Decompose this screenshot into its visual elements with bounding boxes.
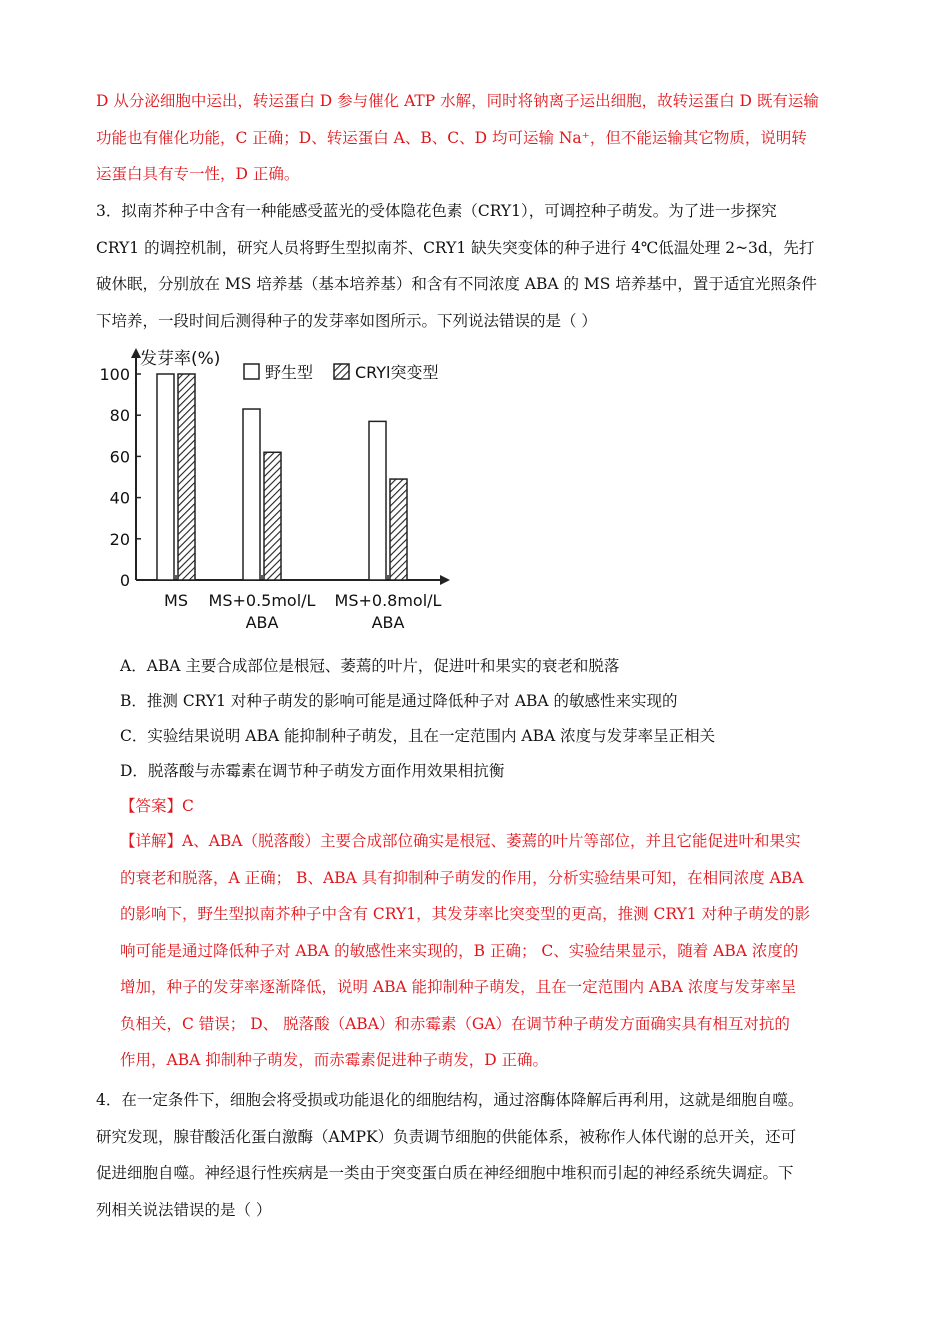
text-line: 列相关说法错误的是（ ）	[96, 1200, 272, 1219]
x-tick-label: MS+0.5mol/L	[208, 591, 316, 610]
bar-wildtype	[157, 374, 174, 580]
option-a[interactable]: A．ABA 主要合成部位是根冠、萎蔫的叶片，促进叶和果实的衰老和脱落	[120, 657, 620, 675]
x-tick-label: ABA	[371, 613, 405, 632]
y-tick-label: 80	[109, 406, 130, 426]
y-tick-label: 100	[99, 365, 130, 384]
bar-wildtype	[369, 421, 386, 580]
text-line: 促进细胞自噬。神经退行性疾病是一类由于突变蛋白质在神经细胞中堆积而引起的神经系统失调症。下	[96, 1164, 794, 1182]
x-tick-label: ABA	[245, 613, 279, 632]
germination-rate-chart	[96, 340, 466, 636]
y-axis-label: 发芽率(%)	[140, 349, 221, 369]
question-3-stem	[96, 193, 858, 339]
text-line: 下培养，一段时间后测得种子的发芽率如图所示。下列说法错误的是（ ）	[96, 311, 597, 330]
text-line: 的影响下，野生型拟南芥种子中含有 CRY1，其发芽率比突变型的更高，推测 CRY1 对种子萌发的影	[120, 905, 811, 923]
chart-legend	[244, 363, 439, 382]
legend-label-mutant: CRYl突变型	[355, 363, 439, 382]
text-line: 功能也有催化功能，C 正确；D、转运蛋白 A、B、C、D 均可运输 Na⁺，但不能运输其它物质，说明转	[96, 128, 807, 147]
x-tick-label: MS+0.8mol/L	[334, 591, 442, 610]
question-4-stem	[96, 1082, 858, 1228]
text-line: 作用，ABA 抑制种子萌发，而赤霉素促进种子萌发，D 正确。	[120, 1051, 549, 1069]
text-line: 增加，种子的发芽率逐渐降低，说明 ABA 能抑制种子萌发，且在一定范围内 ABA 浓度与发芽率呈	[120, 978, 797, 996]
legend-label-wildtype: 野生型	[265, 363, 314, 382]
text-line: 的衰老和脱落，A 正确； B、ABA 具有抑制种子萌发的作用，分析实验结果可知，在相同浓度 ABA	[120, 868, 804, 887]
text-line: 4．在一定条件下，细胞会将受损或功能退化的细胞结构，通过溶酶体降解后再利用，这就是细胞自噬。	[96, 1091, 804, 1109]
text-line: D 从分泌细胞中运出，转运蛋白 D 参与催化 ATP 水解，同时将钠离子运出细胞，故转运蛋白 D 既有运输	[96, 92, 819, 110]
option-d[interactable]: D．脱落酸与赤霉素在调节种子萌发方面作用效果相抗衡	[120, 762, 505, 780]
text-line: 负相关，C 错误； D、 脱落酸（ABA）和赤霉素（GA）在调节种子萌发方面确实具有相互对抗的	[120, 1014, 790, 1033]
bar-mutant	[264, 452, 281, 580]
option-c[interactable]: C．实验结果说明 ABA 能抑制种子萌发，且在一定范围内 ABA 浓度与发芽率呈正相关	[120, 727, 716, 745]
y-tick-label: 40	[109, 488, 130, 508]
legend-swatch-wildtype	[244, 364, 259, 379]
x-tick-label: MS	[164, 591, 188, 610]
x-axis-arrow	[440, 575, 450, 585]
text-line: 【详解】A、ABA（脱落酸）主要合成部位确实是根冠、萎蔫的叶片等部位，并且它能促进叶和果实	[120, 832, 801, 850]
text-line: 运蛋白具有专一性，D 正确。	[96, 165, 300, 183]
text-line: 响可能是通过降低种子对 ABA 的敏感性来实现的，B 正确； C、实验结果显示，随着 ABA 浓度的	[120, 941, 799, 960]
y-tick-label: 20	[109, 529, 130, 549]
bar-mutant	[178, 374, 195, 580]
text-line: 破休眠，分别放在 MS 培养基（基本培养基）和含有不同浓度 ABA 的 MS 培养基中，置于适宜光照条件	[96, 275, 817, 293]
previous-explanation	[96, 83, 858, 193]
legend-swatch-mutant	[334, 364, 349, 379]
answer-label: 【答案】C	[120, 797, 194, 815]
chart-bars	[157, 374, 407, 580]
text-line: CRY1 的调控机制，研究人员将野生型拟南芥、CRY1 缺失突变体的种子进行 4℃低温处理 2~3d，先打	[96, 238, 815, 257]
bar-wildtype	[243, 409, 260, 580]
y-tick-label: 0	[119, 571, 130, 590]
bar-mutant	[390, 479, 407, 580]
text-line: 研究发现，腺苷酸活化蛋白激酶（AMPK）负责调节细胞的供能体系，被称作人体代谢的总开关，还可	[96, 1127, 797, 1146]
option-b[interactable]: B．推测 CRY1 对种子萌发的影响可能是通过降低种子对 ABA 的敏感性来实现的	[120, 692, 678, 710]
y-tick-label: 60	[109, 447, 130, 467]
answer-detail	[120, 823, 858, 1079]
text-line: 3．拟南芥种子中含有一种能感受蓝光的受体隐花色素（CRY1），可调控种子萌发。为了进一步探究	[96, 202, 777, 220]
